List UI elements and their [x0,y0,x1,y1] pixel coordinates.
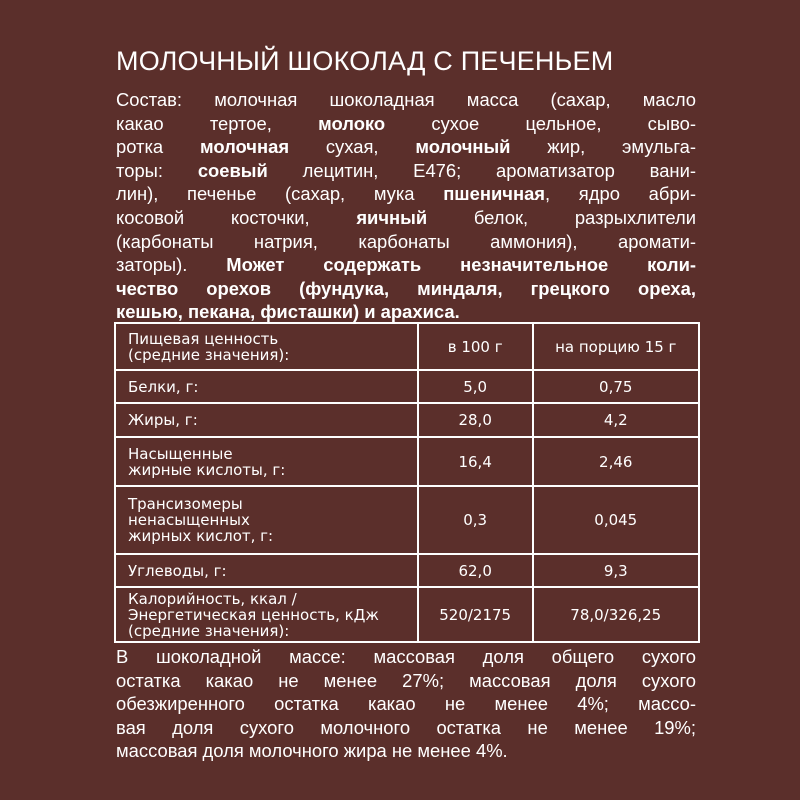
nutrition-header-row [115,323,699,370]
composition-line [116,253,696,277]
composition-run: (карбонаты натрия, карбонаты аммония), аромати- [116,230,696,252]
note-line: В шоколадной массе: массовая доля общего сухого [116,646,696,667]
composition-run: сухое цельное, сыво- [385,112,696,134]
composition-line [116,300,696,324]
nutrient-per100: 16,4 [418,437,533,486]
nutrient-portion: 0,75 [533,370,699,403]
composition-bold-run: пшеничная [443,183,546,205]
note-line: остатка какао не менее 27%; массовая доля сухого [116,669,696,691]
nutrient-name: Углеводы, г: [115,554,418,587]
composition-run: сухая, [289,136,416,158]
composition-run: какао тертое, [116,112,319,134]
composition-run: ротка [116,136,200,158]
composition-text [116,88,696,324]
nutrition-row [115,437,699,486]
nutrition-header-name: Пищевая ценность (средние значения): [115,323,418,370]
composition-bold-run: Может содержать незначительное коли- [226,254,696,276]
composition-line [116,277,696,301]
composition-line [116,135,696,159]
nutrient-name: Насыщенные жирные кислоты, г: [115,437,418,486]
composition-run: белок, разрыхлители [427,206,696,228]
composition-bold-run: чество орехов (фундука, миндаля, грецкого ореха, [116,277,696,299]
composition-run: Состав: молочная шоколадная масса (сахар, масло [116,89,696,110]
nutrient-per100: 62,0 [418,554,533,587]
cocoa-content-note [116,645,696,763]
composition-bold-run: кешью, пекана, фисташки) и арахиса. [116,301,460,323]
nutrition-header-per100: в 100 г [418,323,533,370]
note-line: обезжиренного остатка какао не менее 4%; массо- [116,693,696,715]
nutrient-per100: 28,0 [418,403,533,437]
nutrient-portion: 0,045 [533,486,699,554]
nutrition-row [115,486,699,554]
composition-run: торы: [116,159,198,181]
nutrient-per100: 5,0 [418,370,533,403]
nutrient-portion: 2,46 [533,437,699,486]
composition-bold-run: молочный [415,136,511,158]
composition-run: лецитин, Е476; ароматизатор вани- [267,159,696,181]
nutrient-name: Трансизомеры ненасыщенных жирных кислот, г: [115,486,418,554]
composition-run: лин), печенье (сахар, мука [116,183,444,205]
nutrient-name: Жиры, г: [115,403,418,437]
composition-bold-run: молоко [318,112,386,134]
composition-run: жир, эмульга- [510,136,696,158]
nutrition-row [115,554,699,587]
composition-run: заторы). [116,254,227,276]
composition-line [116,88,696,112]
composition-run: косовой косточки, [116,206,357,228]
composition-bold-run: яичный [356,206,428,228]
composition-run: , ядро абри- [545,183,696,205]
nutrient-per100: 0,3 [418,486,533,554]
nutrient-portion: 78,0/326,25 [533,587,699,642]
nutrient-name: Калорийность, ккал / Энергетическая ценность, кДж (средние значения): [115,587,418,642]
composition-bold-run: молочная [199,136,290,158]
product-title: МОЛОЧНЫЙ ШОКОЛАД С ПЕЧЕНЬЕМ [116,46,614,76]
note-line: вая доля сухого молочного остатка не менее 19%; [116,716,696,738]
nutrition-row [115,370,699,403]
composition-line [116,230,696,254]
note-line: массовая доля молочного жира не менее 4%. [116,740,508,762]
nutrient-name: Белки, г: [115,370,418,403]
nutrient-portion: 4,2 [533,403,699,437]
composition-bold-run: соевый [197,159,268,181]
nutrition-row [115,587,699,642]
nutrition-table [114,322,700,643]
composition-line [116,206,696,230]
composition-line [116,182,696,206]
composition-line [116,159,696,183]
nutrition-row [115,403,699,437]
nutrient-per100: 520/2175 [418,587,533,642]
nutrition-header-portion: на порцию 15 г [533,323,699,370]
nutrient-portion: 9,3 [533,554,699,587]
composition-line [116,112,696,136]
